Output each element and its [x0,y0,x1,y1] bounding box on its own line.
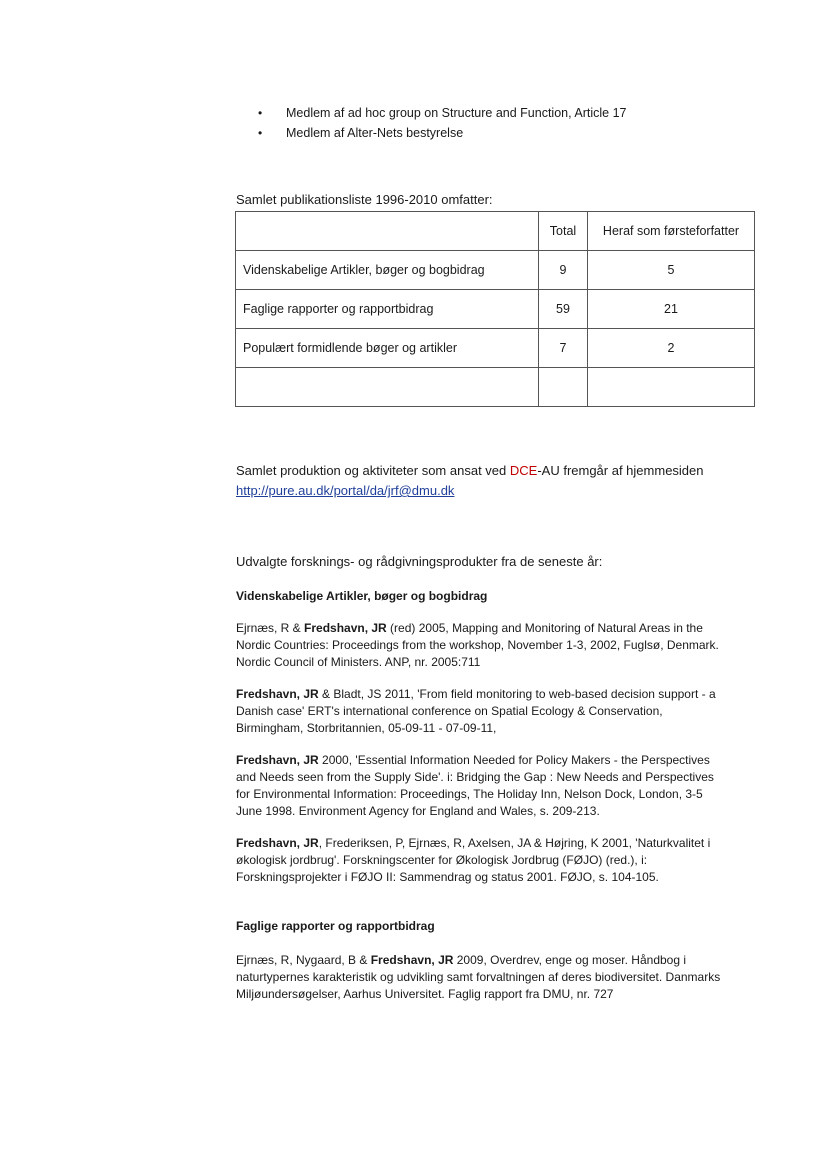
table-row [236,329,755,368]
reference-text: Forskningsprojekter i FØJO II: Sammendrag og status 2001. FØJO, s. 104-105. [236,870,659,884]
reference-text: Nordic Countries: Proceedings from the workshop, November 1-3, 2002, Fuglsø, Denmark. [236,638,719,652]
table-cell [588,368,755,407]
list-item-text: Medlem af Alter-Nets bestyrelse [286,126,464,140]
reference-entry [236,952,746,1003]
list-item [258,123,626,143]
section-title: Faglige rapporter og rapportbidrag [236,919,435,933]
production-text: Samlet produktion og aktiviteter som ansat ved [236,463,510,478]
reference-entry [236,752,746,820]
reference-text: for Environmental Information: Proceedings, The Holiday Inn, Nelson Dock, London, 3-5 [236,787,703,801]
membership-list [258,103,626,143]
section-title: Videnskabelige Artikler, bøger og bogbidrag [236,589,488,603]
reference-entry [236,686,746,737]
publication-table [235,211,755,407]
reference-author-bold: Fredshavn, JR [236,687,319,701]
table-cell: 5 [588,251,755,290]
reference-text: Miljøundersøgelser, Aarhus Universitet. Faglig rapport fra DMU, nr. 727 [236,987,614,1001]
reference-text: and Needs seen from the Supply Side'. i: Bridging the Gap : New Needs and Perspectives [236,770,714,784]
dce-highlight: DCE [509,463,538,478]
table-cell: Videnskabelige Artikler, bøger og bogbidrag [236,251,539,290]
production-text-end: -AU fremgår af hjemmesiden [537,463,704,478]
reference-text: økologisk jordbrug'. Forskningscenter for Økologisk Jordbrug (FØJO) (red.), i: [236,853,648,867]
table-row [236,251,755,290]
reference-text: Birmingham, Storbritannien, 05-09-11 - 07-09-11, [236,721,497,735]
reference-text: Ejrnæs, R & [236,621,305,635]
selected-products-heading: Udvalgte forsknings- og rådgivningsprodukter fra de seneste år: [236,554,603,569]
reference-text: Nordic Council of Ministers. ANP, nr. 2005:711 [236,655,481,669]
table-cell: 59 [539,290,588,329]
reference-entry [236,835,746,886]
reference-text: Danish case' ERT's international conference on Spatial Ecology & Conservation, [236,704,663,718]
reference-author-bold: Fredshavn, JR [370,953,454,967]
publication-list-heading: Samlet publikationsliste 1996-2010 omfatter: [236,192,493,207]
table-cell: 21 [588,290,755,329]
bullet-icon: • [258,126,263,140]
table-cell: 2 [588,329,755,368]
reference-entry [236,620,746,671]
reference-text: (red) 2005, Mapping and Monitoring of Natural Areas in the [386,621,703,635]
reference-text: June 1998. Environment Agency for England and Wales, s. 209-213. [236,804,600,818]
table-row [236,368,755,407]
table-cell: 9 [539,251,588,290]
homepage-link[interactable]: http://pure.au.dk/portal/da/jrf@dmu.dk [236,483,455,498]
table-cell: 7 [539,329,588,368]
reference-text: naturtypernes karakteristik og udvikling samt forvaltningen af deres biodiversitet. Danmarks [236,970,721,984]
list-item [258,103,626,123]
table-cell: Populært formidlende bøger og artikler [236,329,539,368]
reference-author-bold: Fredshavn, JR [236,836,319,850]
list-item-text: Medlem af ad hoc group on Structure and Function, Article 17 [286,106,627,120]
reference-text: 2009, Overdrev, enge og moser. Håndbog i [453,953,687,967]
reference-text: , Frederiksen, P, Ejrnæs, R, Axelsen, JA & Højring, K 2001, 'Naturkvalitet i [318,836,711,850]
reference-text: 2000, 'Essential Information Needed for Policy Makers - the Perspectives [318,753,710,767]
table-header-row [236,212,755,251]
table-header-cell: Heraf som førsteforfatter [588,212,755,251]
table-header-cell [236,212,539,251]
table-cell [236,368,539,407]
reference-author-bold: Fredshavn, JR [304,621,387,635]
production-paragraph [236,461,704,501]
bullet-icon: • [258,106,263,120]
table-cell: Faglige rapporter og rapportbidrag [236,290,539,329]
table-row [236,290,755,329]
table-header-cell: Total [539,212,588,251]
reference-author-bold: Fredshavn, JR [236,753,319,767]
table-cell [539,368,588,407]
reference-text: Ejrnæs, R, Nygaard, B & [236,953,371,967]
reference-text: & Bladt, JS 2011, 'From field monitoring to web-based decision support - a [318,687,716,701]
